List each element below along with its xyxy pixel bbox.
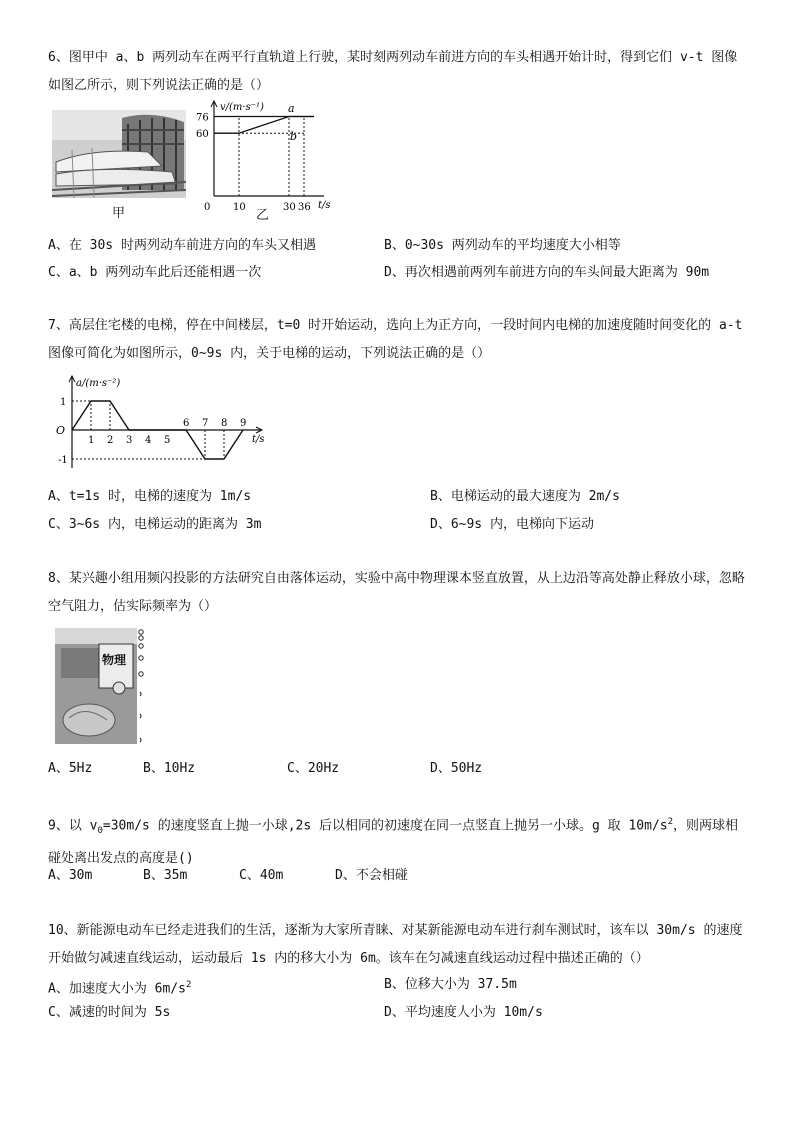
y-tick-label: 76 bbox=[196, 112, 209, 124]
q10-option-a-text: A、加速度大小为 6m/s bbox=[48, 981, 186, 997]
x-tick-label: 30 bbox=[283, 202, 296, 213]
series-line-a bbox=[214, 116, 314, 133]
q10-option-a-sup: 2 bbox=[185, 980, 192, 990]
q10-option-b[interactable]: B、位移大小为 37.5m bbox=[384, 977, 517, 992]
q6-stem: 6、图甲中 a、b 两列动车在两平行直轨道上行驶，某时刻两列动车前进方向的车头相遇开始计时，得到它们 v-t 图像如图乙所示，则下列说法正确的是（） bbox=[48, 50, 738, 93]
q7-option-b[interactable]: B、电梯运动的最大速度为 2m/s bbox=[430, 489, 620, 504]
y-axis-label: a/(m·s⁻²) bbox=[76, 378, 121, 389]
q9-stem-sub: 0 bbox=[97, 825, 103, 836]
x-tick-label: 6 bbox=[183, 418, 190, 429]
q8-strobe-dots bbox=[136, 628, 148, 746]
y-tick-label: 60 bbox=[196, 129, 209, 141]
q9-stem bbox=[48, 808, 748, 873]
x-tick-label: 36 bbox=[298, 202, 311, 213]
q10-option-d[interactable]: D、平均速度人小为 10m/s bbox=[384, 1005, 543, 1020]
y-tick-label: -1 bbox=[58, 455, 68, 466]
series-label-a: a bbox=[288, 102, 295, 115]
q10-option-c[interactable]: C、减速的时间为 5s bbox=[48, 1005, 171, 1020]
series-label-b: b bbox=[290, 130, 298, 143]
q9-option-d[interactable]: D、不会相碰 bbox=[335, 868, 408, 883]
x-tick-label: 2 bbox=[107, 435, 114, 446]
q8-option-d[interactable]: D、50Hz bbox=[430, 761, 483, 776]
q7-option-c[interactable]: C、3~6s 内，电梯运动的距离为 3m bbox=[48, 517, 262, 532]
x-tick-label: 10 bbox=[233, 202, 246, 213]
x-tick-label: 4 bbox=[145, 435, 152, 446]
q8-option-b[interactable]: B、10Hz bbox=[143, 761, 196, 776]
q7-option-d[interactable]: D、6~9s 内，电梯向下运动 bbox=[430, 517, 594, 532]
q6-option-c[interactable]: C、a、b 两列动车此后还能相遇一次 bbox=[48, 265, 262, 280]
q10-option-a[interactable] bbox=[48, 975, 191, 999]
x-tick-label: 5 bbox=[164, 435, 171, 446]
q6-option-a[interactable]: A、在 30s 时两列动车前进方向的车头又相遇 bbox=[48, 238, 316, 253]
q9-option-c[interactable]: C、40m bbox=[239, 868, 284, 883]
q8-book-label: 物理 bbox=[102, 653, 127, 667]
x-tick-label: 0 bbox=[204, 202, 211, 213]
q9-stem-part2: =30m/s 的速度竖直上抛一小球,2s 后以相同的初速度在同一点竖直上抛另一小球。g 取 10m/s bbox=[102, 818, 668, 834]
x-tick-label: 3 bbox=[126, 435, 133, 446]
x-tick-label: 8 bbox=[221, 418, 228, 429]
q8-stem: 8、某兴趣小组用频闪投影的方法研究自由落体运动，实验中高中物理课本竖直放置，从上边沿等高处静止释放小球，忽略空气阻力，估实际频率为（） bbox=[48, 571, 745, 614]
q9-stem-sup: 2 bbox=[667, 817, 674, 827]
q8-strobe-photo bbox=[55, 628, 137, 744]
q6-fig-label-jia: 甲 bbox=[112, 206, 126, 221]
q6-fig-label-yi: 乙 bbox=[256, 208, 270, 223]
q9-stem-part3: ，则两球相碰处离出发点的高度是() bbox=[48, 818, 739, 866]
x-axis-label: t/s bbox=[318, 200, 331, 211]
q8-option-c[interactable]: C、20Hz bbox=[287, 761, 340, 776]
q7-option-a[interactable]: A、t=1s 时，电梯的速度为 1m/s bbox=[48, 489, 252, 504]
q10-stem: 10、新能源电动车已经走进我们的生活，逐渐为大家所青睐、对某新能源电动车进行刹车测试时，该车以 30m/s 的速度开始做匀减速直线运动，运动最后 1s 内的移大小为 6m。该车在匀减速直线运动过程中描述正确的（） bbox=[48, 923, 743, 966]
y-tick-label: 1 bbox=[60, 397, 67, 408]
q9-option-a[interactable]: A、30m bbox=[48, 868, 93, 883]
x-axis-label: t/s bbox=[252, 434, 265, 445]
x-tick-label: 1 bbox=[88, 435, 95, 446]
q6-option-d[interactable]: D、再次相遇前两列车前进方向的车头间最大距离为 90m bbox=[384, 265, 710, 280]
q6-vt-chart bbox=[196, 98, 336, 220]
x-tick-label: 9 bbox=[240, 418, 247, 429]
x-tick-label: 7 bbox=[202, 418, 209, 429]
origin-label: O bbox=[56, 424, 66, 437]
q7-stem: 7、高层住宅楼的电梯，停在中间楼层，t=0 时开始运动，选向上为正方向，一段时间内电梯的加速度随时间变化的 a-t 图像可简化为如图所示，0~9s 内，关于电梯的运动，下列说法正确的是（） bbox=[48, 318, 743, 361]
q9-stem-part1: 9、以 v bbox=[48, 818, 98, 834]
q7-at-chart bbox=[48, 372, 278, 472]
q6-option-b[interactable]: B、0~30s 两列动车的平均速度大小相等 bbox=[384, 238, 621, 253]
q6-train-photo bbox=[52, 110, 186, 198]
q9-option-b[interactable]: B、35m bbox=[143, 868, 188, 883]
q8-option-a[interactable]: A、5Hz bbox=[48, 761, 93, 776]
y-axis-label: v/(m·s⁻¹) bbox=[220, 102, 264, 113]
